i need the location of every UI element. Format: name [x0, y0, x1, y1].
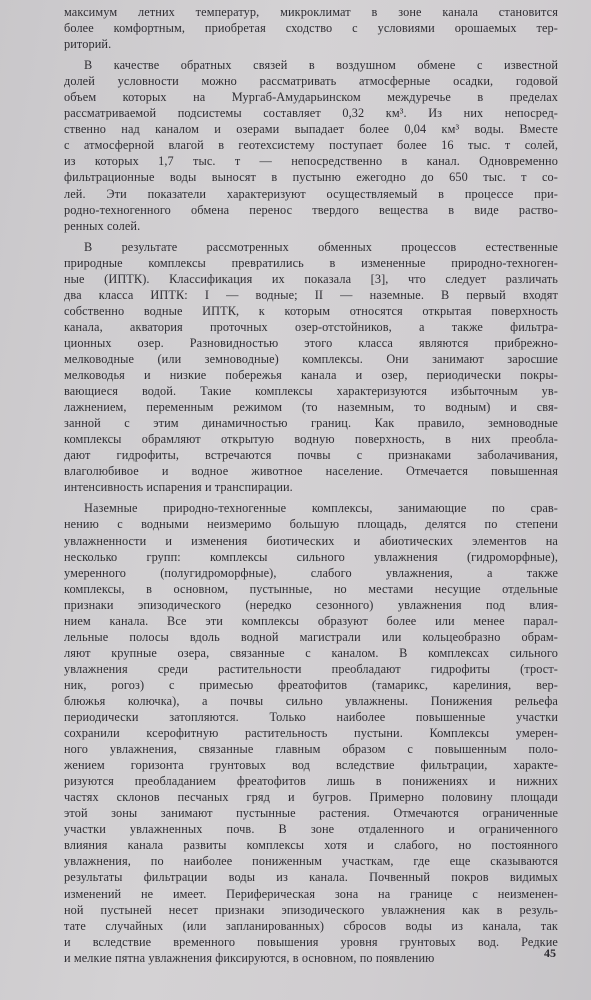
page-number: 45	[544, 946, 556, 960]
text-line: природные комплексы превратились в измененные природно-техноген-	[64, 255, 558, 270]
paragraph-2	[64, 239, 558, 496]
text-line: из которых 1,7 тыс. т — непосредственно в канал. Одновременно	[64, 154, 558, 169]
text-line: В качестве обратных связей в воздушном обмене с известной	[84, 58, 558, 73]
text-line: ной пустыней несет признаки эпизодического увлажнения как в резуль-	[64, 902, 558, 917]
paragraph-3	[64, 500, 558, 965]
text-line: комплексы обрамляют открытую водную поверхность, в них преобла-	[64, 432, 558, 447]
text-line: ренных солей.	[64, 218, 141, 233]
text-line: признаки эпизодического (нередко сезонного) увлажнения под влия-	[64, 597, 558, 612]
text-line: ляют крупные озера, связанные с каналом. В комплексах сильного	[64, 645, 558, 660]
text-line: два класса ИПТК: I — водные; II — наземные. В первый входят	[64, 287, 558, 302]
text-line: вающиеся водой. Такие комплексы характеризуются избыточным ув-	[64, 384, 558, 399]
text-line: мелководные (или земноводные) комплексы. Они занимают заросшие	[64, 351, 558, 366]
text-line: ник, рогоз) с примесью фреатофитов (тамарикс, карелиния, вер-	[64, 677, 558, 692]
text-line: родно-техногенного обмена перенос твердого вещества в виде раство-	[64, 202, 558, 217]
text-line: тате случайных (или запланированных) сбросов воды из канала, так	[64, 918, 558, 933]
text-line: мелководья и низкие побережья канала и озер, периодически покры-	[64, 368, 558, 383]
text-line: лельные полосы вдоль водной магистрали или кольцеобразно обрам-	[64, 629, 558, 644]
text-line: сохранили ксерофитную растительность пустыни. Комплексы умерен-	[64, 726, 558, 741]
text-line: увлажнения, по наиболее пониженным участкам, где еще сказываются	[64, 854, 558, 869]
text-line: и вследствие временного повышения уровня грунтовых вод. Редкие	[64, 934, 558, 949]
text-line: нием канала. Все эти комплексы образуют более или менее парал-	[64, 613, 558, 628]
text-line: фильтрационные воды выносят в пустыню ежегодно до 650 тыс. т со-	[64, 170, 558, 185]
text-line: максимум летних температур, микроклимат в зоне канала становится	[64, 5, 558, 19]
text-line: ционных озер. Разновидностью этого класса являются прибрежно-	[64, 335, 558, 350]
text-line: рассматриваемой подсистемы составляет 0,32 км³. Из них непосред-	[64, 106, 558, 121]
text-line: лей. Эти показатели характеризуют осуществляемый в процессе при-	[64, 186, 558, 201]
text-line: увлажненности и изменения биотических и абиотических элементов на	[64, 533, 558, 548]
text-line: ные (ИПТК). Классификация их показала [3], что следует различать	[64, 271, 558, 286]
text-line: несколько групп: комплексы сильного увлажнения (гидроморфные),	[64, 549, 558, 564]
text-line: долей условности можно рассматривать атмосферные осадки, годовой	[64, 74, 558, 89]
text-line: занной с этим динамичностью границ. Как правило, земноводные	[64, 416, 558, 431]
text-line: Наземные природно-техногенные комплексы, занимающие по срав-	[84, 501, 558, 516]
text-line: участки увлажненных почв. В зоне отдаленного и ограниченного	[64, 822, 558, 837]
text-line: периодически затопляются. Только наиболее повышенные участки	[64, 710, 558, 725]
text-line: собственно водные ИПТК, к которым относятся открытая поверхность	[64, 303, 558, 318]
text-line: ризуются преобладанием фреатофитов лишь в понижениях и нижних	[64, 774, 558, 789]
text-line: умеренного (полугидроморфные), слабого увлажнения, а также	[64, 565, 558, 580]
paragraph-1	[64, 57, 558, 234]
text-line: более комфортным, приобретая сходство с условиями орошаемых тер-	[64, 21, 558, 36]
text-line: объем которых на Мургаб-Амударьинском междуречье в пределах	[64, 90, 558, 105]
text-line: риторий.	[64, 37, 112, 52]
text-line: увлажнения среди растительности преобладают гидрофиты (трост-	[64, 661, 558, 676]
text-line: с атмосферной влагой в геотехсистему поступает более 16 тыс. т солей,	[64, 138, 558, 153]
text-line: ственно над каналом и озерами выпадает более 0,04 км³ воды. Вместе	[64, 122, 558, 137]
paragraph-0	[64, 4, 558, 52]
text-line: канала, акватория проточных озер-отстойников, а также фильтра-	[64, 319, 558, 334]
text-line: блюжья колючка), а почвы сильно увлажнены. Понижения рельефа	[64, 693, 558, 708]
text-line: комплексы, в основном, пустынные, но местами несущие отдельные	[64, 581, 558, 596]
text-line: лажнением, переменным режимом (то наземным, то водным) и свя-	[64, 400, 558, 415]
text-line: нению с водными неизмеримо большую площадь, делятся по степени	[64, 517, 558, 532]
text-body	[64, 4, 558, 966]
text-line: этой зоны занимают пустынные растения. Отмечаются ограниченные	[64, 806, 558, 821]
text-line: В результате рассмотренных обменных процессов естественные	[84, 239, 558, 254]
text-line: жением горизонта грунтовых вод вследствие фильтрации, характе-	[64, 758, 558, 773]
text-line: влаголюбивое и водное животное население. Отмечается повышенная	[64, 464, 558, 479]
text-line: результаты фильтрации воды из канала. Почвенный покров видимых	[64, 870, 558, 885]
text-line: дают гидрофиты, встречаются почвы с признаками заболачивания,	[64, 448, 558, 463]
text-line: изменений не имеет. Периферическая зона на границе с неизменен-	[64, 886, 558, 901]
text-line: и мелкие пятна увлажнения фиксируются, в основном, по появлению	[64, 950, 435, 965]
text-line: интенсивность испарения и транспирации.	[64, 480, 293, 495]
text-line: влияния канала развиты комплексы хотя и слабого, но постоянного	[64, 838, 558, 853]
text-line: ного увлажнения, связанные главным образом с повышенным поло-	[64, 742, 558, 757]
text-line: частях склонов песчаных гряд и бугров. Примерно половину площади	[64, 790, 558, 805]
